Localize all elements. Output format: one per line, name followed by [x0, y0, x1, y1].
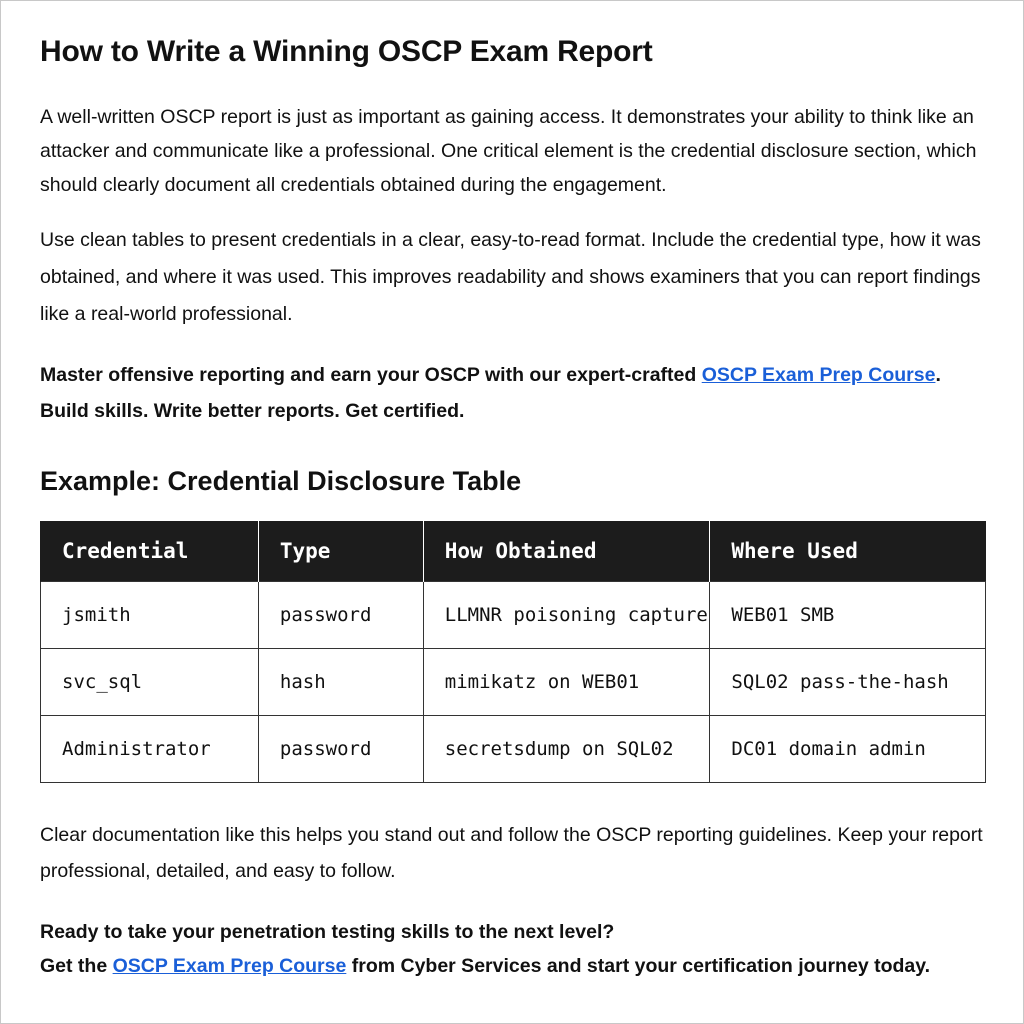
- intro-paragraph: A well-written OSCP report is just as important as gaining access. It demonstrates your ability to think like an attacker and communicate like a professional. One critical element is the credential disclosure section, which should clearly document all credentials obtained during the engagement.: [40, 106, 977, 196]
- credential-table: [40, 521, 986, 783]
- cta-tagline: Build skills. Write better reports. Get certified.: [40, 400, 465, 422]
- page-title: How to Write a Winning OSCP Exam Report: [40, 35, 653, 68]
- cell-type: hash: [258, 649, 423, 716]
- cell-where-used: SQL02 pass-the-hash: [710, 649, 986, 716]
- cell-credential: jsmith: [41, 582, 259, 649]
- header-where-used: Where Used: [710, 521, 986, 582]
- cell-type: password: [258, 582, 423, 649]
- cell-how-obtained: secretsdump on SQL02: [423, 716, 710, 783]
- table-header-row: [41, 521, 986, 582]
- header-credential: Credential: [41, 521, 259, 582]
- table-row: [41, 582, 986, 649]
- tables-advice-paragraph: Use clean tables to present credentials in a clear, easy-to-read format. Include the credential type, how it was obtained, and where it was used. This improves readability and shows examiners that you can report findings like a real-world professional.: [40, 229, 981, 325]
- cta-text: Master offensive reporting and earn your OSCP with our expert-crafted: [40, 364, 702, 386]
- cell-credential: svc_sql: [41, 649, 259, 716]
- header-type: Type: [258, 521, 423, 582]
- table-row: [41, 649, 986, 716]
- cell-where-used: WEB01 SMB: [710, 582, 986, 649]
- article: [40, 30, 986, 983]
- cta-paragraph: [40, 357, 986, 429]
- cell-how-obtained: mimikatz on WEB01: [423, 649, 710, 716]
- course-link[interactable]: OSCP Exam Prep Course: [701, 364, 936, 386]
- example-heading: Example: Credential Disclosure Table: [40, 466, 522, 496]
- closing-paragraph: Clear documentation like this helps you stand out and follow the OSCP reporting guidelines. Keep your report professional, detailed, and easy to follow.: [40, 824, 983, 882]
- cell-credential: Administrator: [41, 716, 259, 783]
- table-row: [41, 716, 986, 783]
- cell-where-used: DC01 domain admin: [710, 716, 986, 783]
- cell-type: password: [258, 716, 423, 783]
- cta-period: .: [935, 364, 941, 386]
- final-cta-suffix: from Cyber Services and start your certification journey today.: [346, 955, 931, 977]
- header-how-obtained: How Obtained: [423, 521, 710, 582]
- final-cta-prefix: Get the: [40, 955, 113, 977]
- course-link-footer[interactable]: OSCP Exam Prep Course: [112, 955, 347, 977]
- final-cta-question: Ready to take your penetration testing skills to the next level?: [40, 921, 615, 943]
- cell-how-obtained: LLMNR poisoning capture: [423, 582, 710, 649]
- final-cta-paragraph: [40, 915, 986, 983]
